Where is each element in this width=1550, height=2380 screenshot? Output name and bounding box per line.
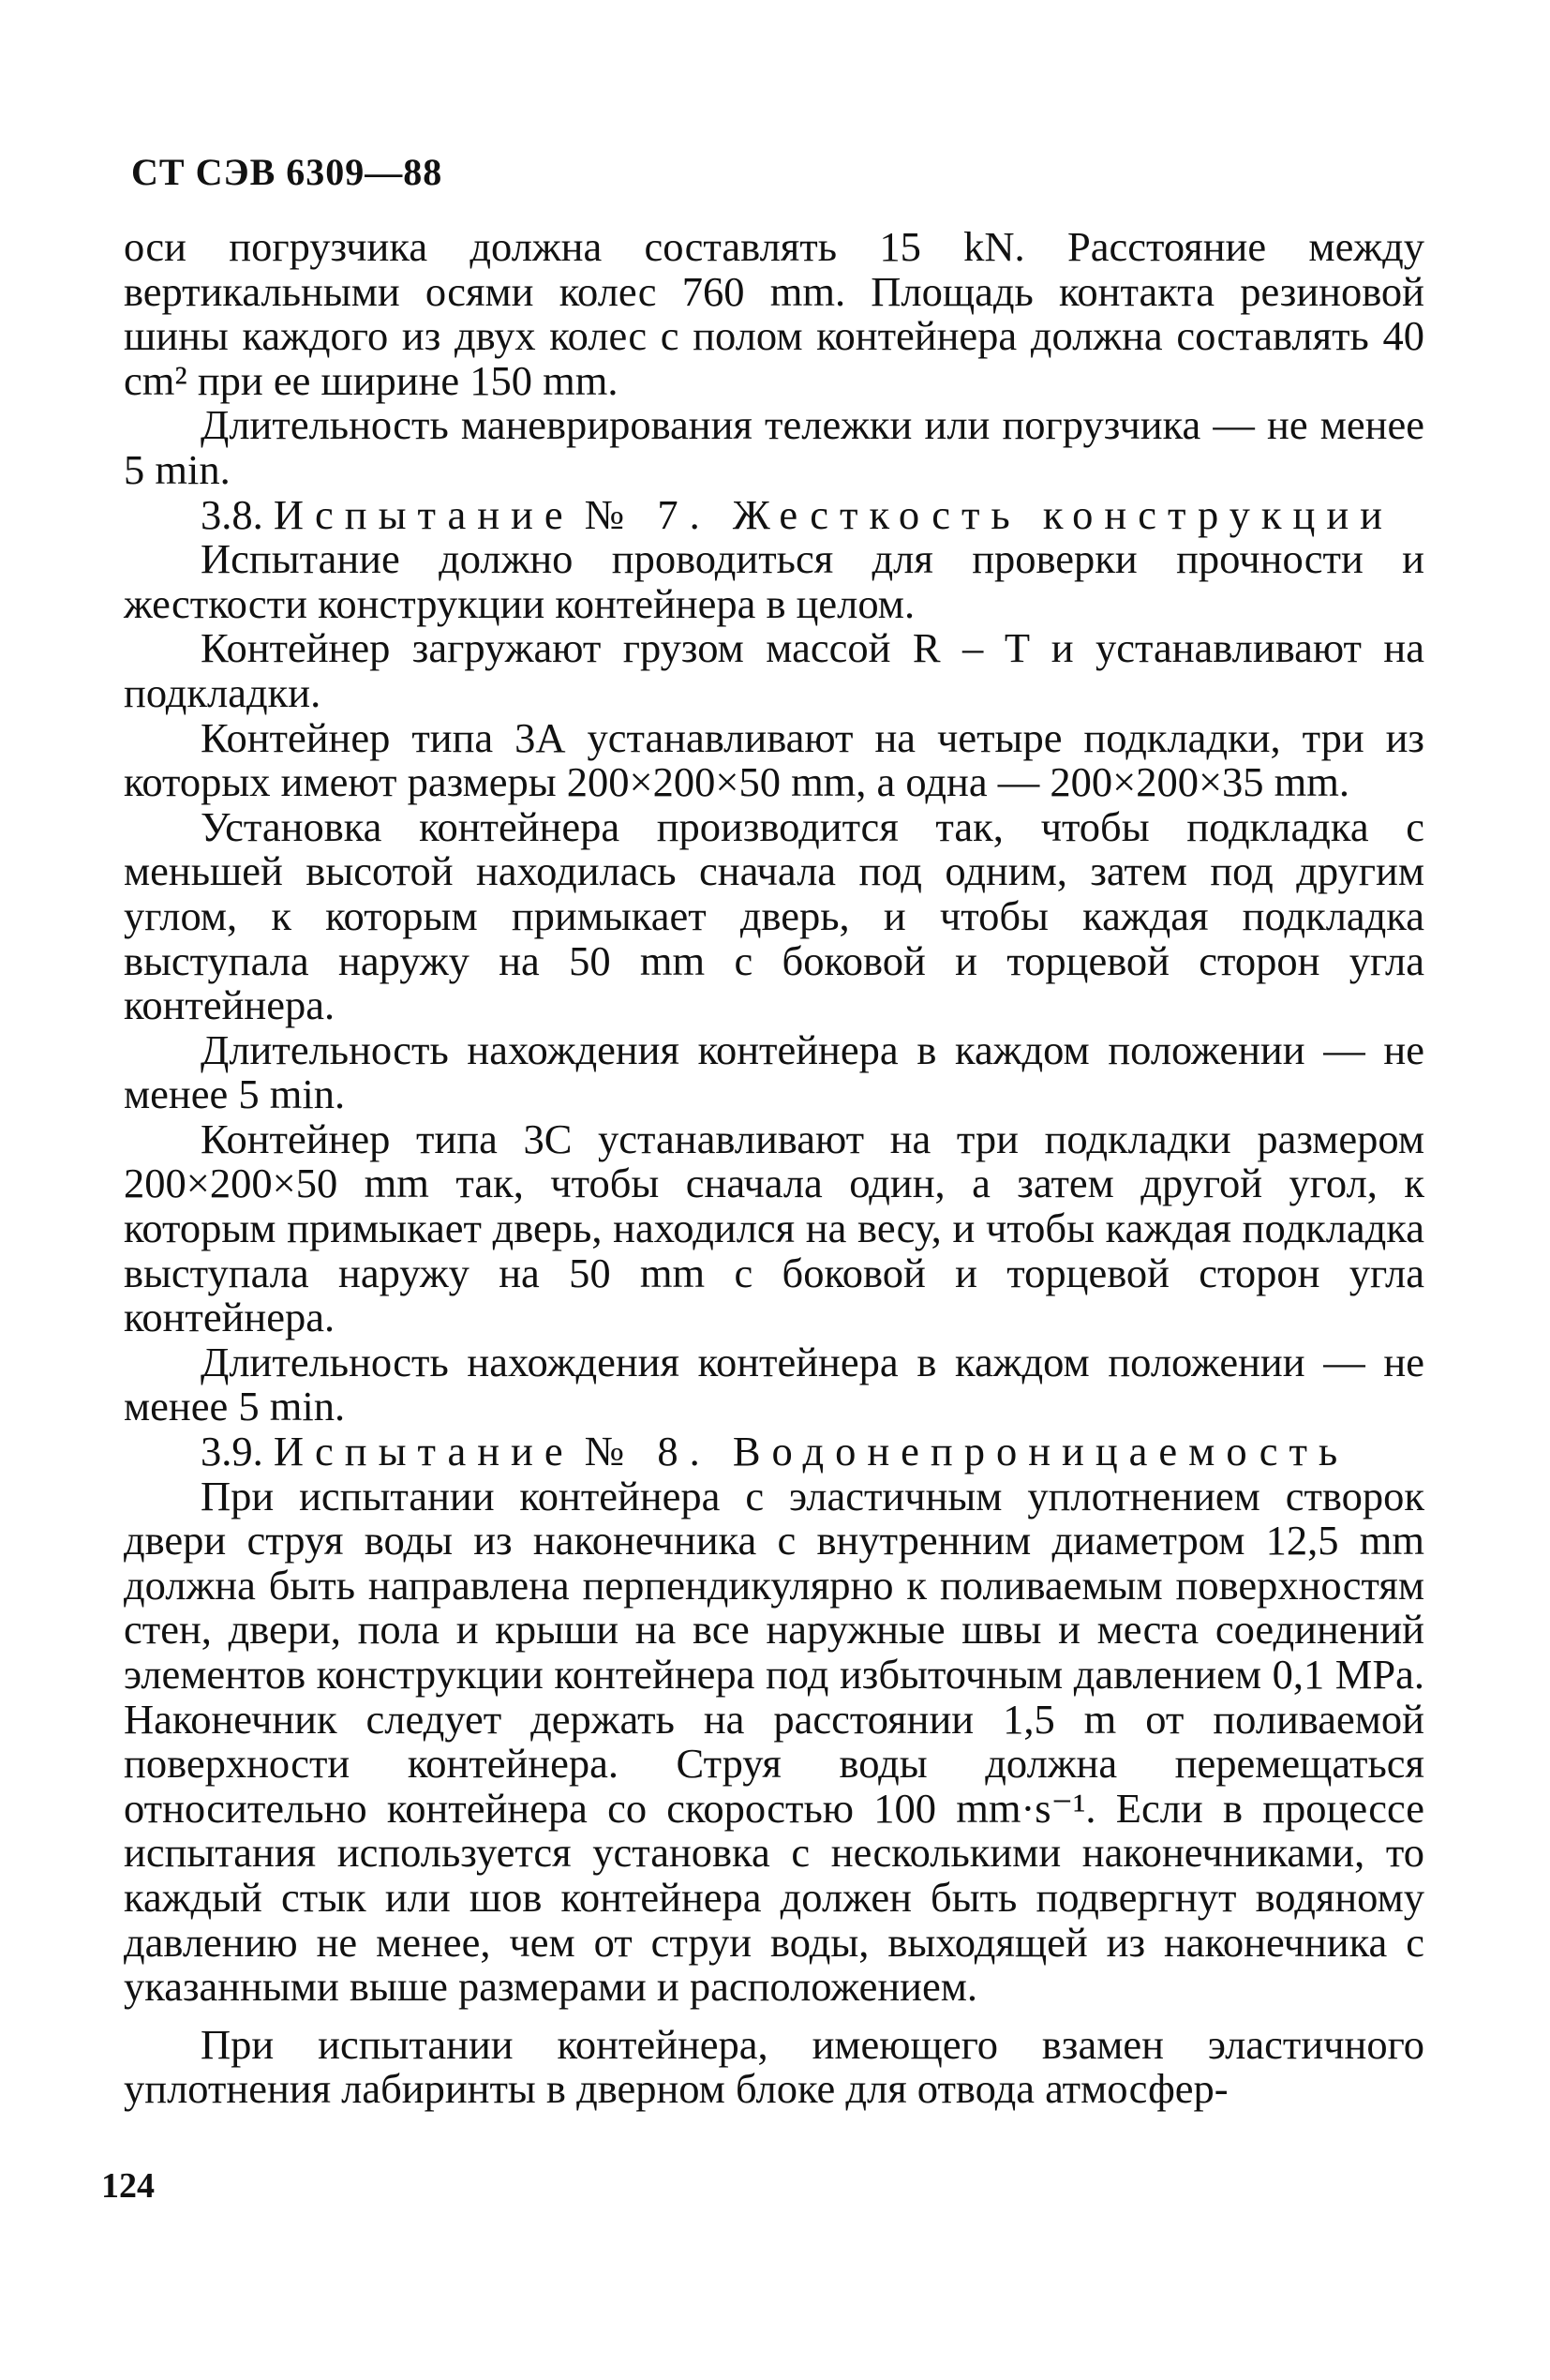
section-heading-3-9 [124,1429,1424,1474]
standard-code-header: СТ СЭВ 6309—88 [131,151,443,193]
paragraph-4: Контейнер загружают грузом массой R – T и устанавливают на подкладки. [124,624,1424,716]
paragraph-5: Контейнер типа 3А устанавливают на четыре подкладки, три из которых имеют размеры 200×200×50 mm, а одна — 200×200×35 mm. [124,713,1424,806]
section-word: Испытание [273,1428,574,1475]
paragraph-2: Длительность маневрирования тележки или погрузчика — не менее 5 min. [124,401,1424,493]
paragraph-6: Установка контейнера производится так, чтобы подкладка с меньшей высотой находилась сначала под одним, затем под другим углом, к которым примыкает дверь, и чтобы каждая подкладка выступала наружу на 50 mm с боковой и торцевой сторон угла контейнера. [124,802,1424,1029]
page-number: 124 [101,2166,155,2206]
section-number: 3.8. [201,490,263,538]
paragraph-7: Длительность нахождения контейнера в каждом положении — не менее 5 min. [124,1025,1424,1118]
paragraph-3: Испытание должно проводиться для проверки прочности и жесткости конструкции контейнера в целом. [124,535,1424,627]
section-title: № 7. Жесткость конструкции [584,490,1394,538]
paragraph-10: При испытании контейнера с эластичным уплотнением створок двери струя воды из наконечника с внутренним диаметром 12,5 mm должна быть направлена перпендикулярно к поливаемым поверхностям стен, двери, пола и крыши на все наружные швы и места соединений элементов конструкции контейнера под избыточным давлением 0,1 МPa. Наконечник следует держать на расстоянии 1,5 m от поливаемой поверхности контейнера. Струя воды должна перемещаться относительно контейнера со скоростью 100 mm·s⁻¹. Если в процессе испытания используется установка с несколькими наконечниками, то каждый стык или шов контейнера должен быть подвергнут водяному давлению не менее, чем от струи воды, выходящей из наконечника с указанными выше размерами и расположением. [124,1472,1424,2011]
paragraph-11: При испытании контейнера, имеющего взамен эластичного уплотнения лабиринты в дверном блоке для отвода атмосфер- [124,2020,1424,2113]
paragraph-8: Контейнер типа 3С устанавливают на три подкладки размером 200×200×50 mm так, чтобы сначала один, а затем другой угол, к которым примыкает дверь, находился на весу, и чтобы каждая подкладка выступала наружу на 50 mm с боковой и торцевой сторон угла контейнера. [124,1115,1424,1341]
section-number: 3.9. [201,1428,263,1475]
paragraph-1: оси погрузчика должна составлять 15 kN. Расстояние между вертикальными осями колес 760 mm. Площадь контакта резиновой шины каждого из двух колес с полом контейнера должна составлять 40 cm² при ее ширине 150 mm. [124,223,1424,404]
section-title: № 8. Водонепроницаемость [584,1428,1349,1475]
document-body [124,225,1424,2112]
section-word: Испытание [273,490,574,538]
section-heading-3-8 [124,490,1424,538]
paragraph-9: Длительность нахождения контейнера в каждом положении — не менее 5 min. [124,1338,1424,1430]
